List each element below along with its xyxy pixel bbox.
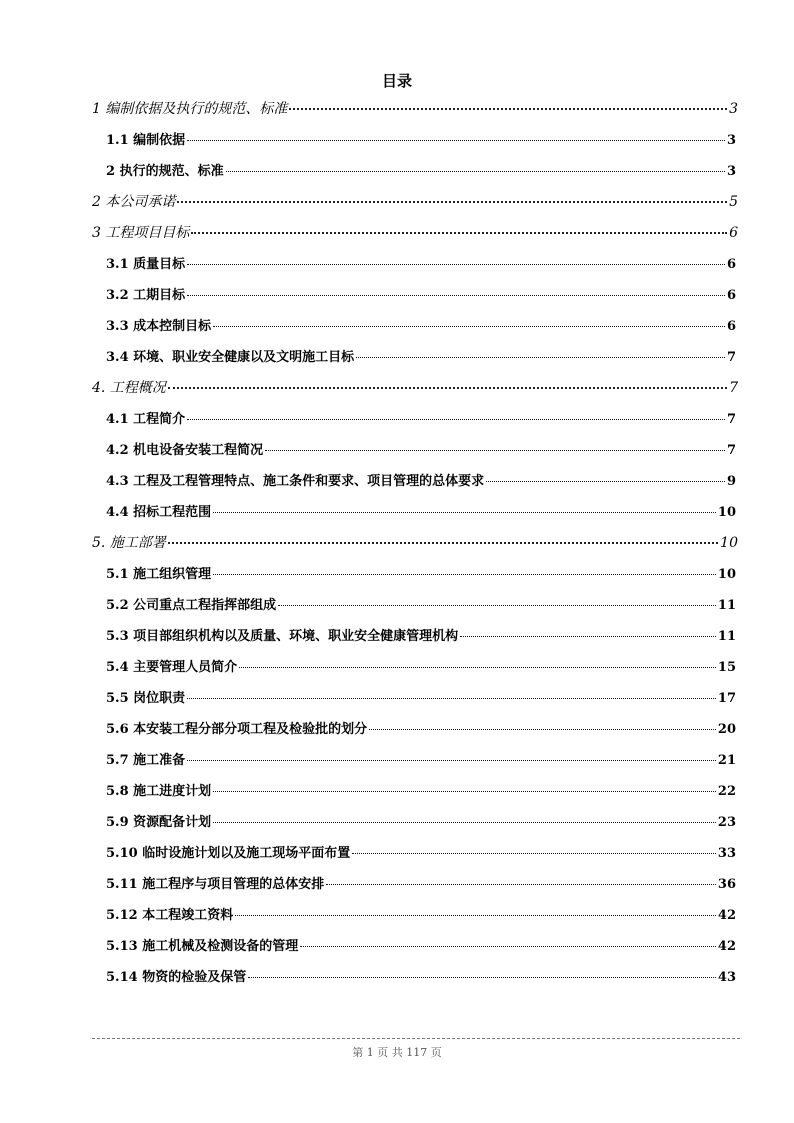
toc-page-number: 22 bbox=[717, 784, 736, 799]
toc-subsection-entry[interactable] bbox=[106, 966, 736, 985]
toc-entry-title: 5.7 施工准备 bbox=[106, 753, 186, 768]
toc-page-number: 6 bbox=[726, 257, 736, 272]
toc-entry-title: 3.2 工期目标 bbox=[106, 288, 186, 303]
toc-dot-leader bbox=[486, 481, 725, 482]
toc-page-number: 42 bbox=[717, 908, 736, 923]
toc-subsection-entry[interactable] bbox=[106, 873, 736, 892]
toc-dot-leader bbox=[235, 915, 716, 916]
toc-subsection-entry[interactable] bbox=[106, 439, 736, 458]
toc-page-number: 33 bbox=[717, 846, 736, 861]
toc-entry-title: 5.1 施工组织管理 bbox=[106, 567, 212, 582]
toc-dot-leader bbox=[289, 108, 727, 110]
toc-dot-leader bbox=[248, 977, 716, 978]
toc-dot-leader bbox=[187, 419, 725, 420]
toc-page-number: 10 bbox=[720, 535, 738, 551]
toc-subsection-entry[interactable] bbox=[106, 842, 736, 861]
toc-section-entry[interactable] bbox=[92, 191, 738, 211]
toc-section-entry[interactable] bbox=[92, 532, 738, 552]
toc-dot-leader bbox=[226, 171, 725, 172]
toc-entry-title: 5.6 本安装工程分部分项工程及检验批的划分 bbox=[106, 722, 368, 737]
toc-dot-leader bbox=[191, 232, 727, 234]
toc-entry-title: 5.13 施工机械及检测设备的管理 bbox=[106, 939, 299, 954]
toc-page-number: 7 bbox=[726, 350, 736, 365]
toc-dot-leader bbox=[168, 542, 718, 544]
toc-dot-leader bbox=[369, 729, 716, 730]
toc-subsection-entry[interactable] bbox=[106, 780, 736, 799]
toc-entry-title: 5.2 公司重点工程指挥部组成 bbox=[106, 598, 277, 613]
toc-page-number: 17 bbox=[717, 691, 736, 706]
toc-dot-leader bbox=[213, 791, 716, 792]
toc-entry-title: 5.4 主要管理人员简介 bbox=[106, 660, 238, 675]
toc-dot-leader bbox=[352, 853, 716, 854]
toc-page-number: 20 bbox=[717, 722, 736, 737]
toc-subsection-entry[interactable] bbox=[106, 284, 736, 303]
toc-page-number: 10 bbox=[717, 505, 736, 520]
toc-subsection-entry[interactable] bbox=[106, 935, 736, 954]
toc-page-number: 5 bbox=[729, 194, 738, 210]
toc-page-number: 6 bbox=[729, 225, 738, 241]
toc-entry-title: 4.4 招标工程范围 bbox=[106, 505, 212, 520]
toc-subsection-entry[interactable] bbox=[106, 625, 736, 644]
toc-page-number: 6 bbox=[726, 288, 736, 303]
toc-subsection-entry[interactable] bbox=[106, 563, 736, 582]
toc-page-number: 7 bbox=[726, 412, 736, 427]
toc-dot-leader bbox=[213, 326, 725, 327]
footer-divider bbox=[92, 1038, 740, 1039]
toc-page-number: 6 bbox=[726, 319, 736, 334]
toc-entry-title: 5.9 资源配备计划 bbox=[106, 815, 212, 830]
toc-entry-title: 5.8 施工进度计划 bbox=[106, 784, 212, 799]
toc-entry-title: 3.3 成本控制目标 bbox=[106, 319, 212, 334]
toc-entry-title: 5.12 本工程竣工资料 bbox=[106, 908, 234, 923]
toc-subsection-entry[interactable] bbox=[106, 129, 736, 148]
toc-dot-leader bbox=[239, 667, 716, 668]
toc-dot-leader bbox=[187, 264, 725, 265]
toc-section-entry[interactable] bbox=[92, 222, 738, 242]
toc-entry-title: 4.2 机电设备安装工程简况 bbox=[106, 443, 264, 458]
toc-entry-title: 4.3 工程及工程管理特点、施工条件和要求、项目管理的总体要求 bbox=[106, 474, 485, 489]
toc-entry-title: 4.1 工程简介 bbox=[106, 412, 186, 427]
toc-page-number: 7 bbox=[726, 443, 736, 458]
toc-entry-title: 5.10 临时设施计划以及施工现场平面布置 bbox=[106, 846, 351, 861]
toc-entry-title: 1.1 编制依据 bbox=[106, 133, 186, 148]
page-footer: 第 1 页 共 117 页 bbox=[352, 1046, 442, 1059]
toc-section-entry[interactable] bbox=[92, 377, 738, 397]
toc-subsection-entry[interactable] bbox=[106, 408, 736, 427]
toc-subsection-entry[interactable] bbox=[106, 749, 736, 768]
toc-page-number: 42 bbox=[717, 939, 736, 954]
toc-entry-title: 5.5 岗位职责 bbox=[106, 691, 186, 706]
toc-dot-leader bbox=[278, 605, 716, 606]
toc-subsection-entry[interactable] bbox=[106, 160, 736, 179]
toc-dot-leader bbox=[300, 946, 716, 947]
toc-dot-leader bbox=[187, 140, 725, 141]
toc-page-number: 11 bbox=[717, 598, 736, 613]
toc-page-number: 3 bbox=[726, 133, 736, 148]
toc-dot-leader bbox=[187, 295, 725, 296]
toc-dot-leader bbox=[177, 201, 727, 203]
toc-subsection-entry[interactable] bbox=[106, 501, 736, 520]
toc-dot-leader bbox=[187, 760, 716, 761]
toc-page-number: 10 bbox=[717, 567, 736, 582]
toc-dot-leader bbox=[265, 450, 725, 451]
toc-entry-title: 4. 工程概况 bbox=[92, 380, 166, 396]
toc-page-number: 43 bbox=[717, 970, 736, 985]
toc-page-number: 15 bbox=[717, 660, 736, 675]
toc-page-number: 23 bbox=[717, 815, 736, 830]
toc-dot-leader bbox=[213, 822, 716, 823]
toc-subsection-entry[interactable] bbox=[106, 315, 736, 334]
toc-subsection-entry[interactable] bbox=[106, 718, 736, 737]
toc-subsection-entry[interactable] bbox=[106, 687, 736, 706]
toc-entry-title: 1 编制依据及执行的规范、标准 bbox=[92, 101, 288, 117]
toc-entry-title: 3.4 环境、职业安全健康以及文明施工目标 bbox=[106, 350, 355, 365]
toc-page-number: 9 bbox=[726, 474, 736, 489]
toc-title: 目录 bbox=[381, 72, 412, 90]
toc-page-number: 3 bbox=[729, 101, 738, 117]
toc-dot-leader bbox=[213, 512, 716, 513]
toc-page-number: 36 bbox=[717, 877, 736, 892]
toc-subsection-entry[interactable] bbox=[106, 811, 736, 830]
toc-dot-leader bbox=[460, 636, 716, 637]
toc-dot-leader bbox=[168, 387, 727, 389]
toc-entry-title: 2 本公司承诺 bbox=[92, 194, 176, 210]
toc-page-number: 11 bbox=[717, 629, 736, 644]
toc-subsection-entry[interactable] bbox=[106, 594, 736, 613]
toc-dot-leader bbox=[356, 357, 725, 358]
toc-subsection-entry[interactable] bbox=[106, 253, 736, 272]
toc-dot-leader bbox=[213, 574, 716, 575]
toc-entry-title: 5.11 施工程序与项目管理的总体安排 bbox=[106, 877, 325, 892]
toc-subsection-entry[interactable] bbox=[106, 656, 736, 675]
toc-page-number: 21 bbox=[717, 753, 736, 768]
toc-entry-title: 5.14 物资的检验及保管 bbox=[106, 970, 247, 985]
toc-subsection-entry[interactable] bbox=[106, 904, 736, 923]
toc-entry-title: 3 工程项目目标 bbox=[92, 225, 190, 241]
toc-entry-title: 2 执行的规范、标准 bbox=[106, 164, 224, 179]
toc-page-number: 3 bbox=[726, 164, 736, 179]
toc-page-number: 7 bbox=[729, 380, 738, 396]
toc-dot-leader bbox=[326, 884, 716, 885]
toc-subsection-entry[interactable] bbox=[106, 470, 736, 489]
toc-subsection-entry[interactable] bbox=[106, 346, 736, 365]
toc-entry-title: 3.1 质量目标 bbox=[106, 257, 186, 272]
toc-entry-title: 5. 施工部署 bbox=[92, 535, 166, 551]
toc-section-entry[interactable] bbox=[92, 98, 738, 118]
toc-dot-leader bbox=[187, 698, 716, 699]
toc-entry-title: 5.3 项目部组织机构以及质量、环境、职业安全健康管理机构 bbox=[106, 629, 459, 644]
